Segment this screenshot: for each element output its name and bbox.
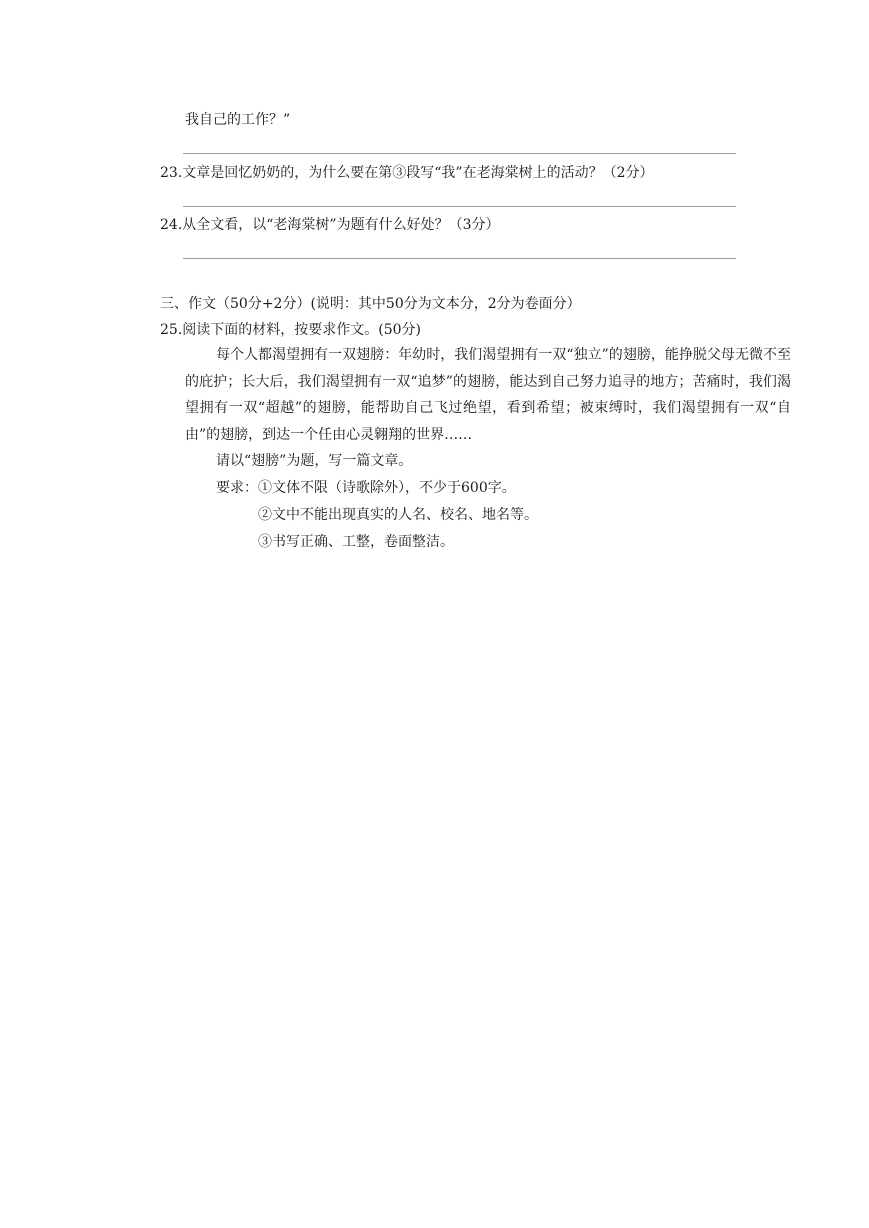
- question-25: 25.阅读下面的材料，按要求作文。(50分): [160, 322, 422, 338]
- answer-line-q24: [183, 258, 736, 259]
- question-24: 24.从全文看，以“老海棠树”为题有什么好处？（3分）: [160, 217, 500, 233]
- question-23: 23.文章是回忆奶奶的，为什么要在第③段写“我”在老海棠树上的活动？（2分）: [160, 165, 654, 181]
- essay-material: 每个人都渴望拥有一双翅膀：年幼时，我们渴望拥有一双“独立”的翅膀，能挣脱父母无微不至的庇护；长大后，我们渴望拥有一双“追梦”的翅膀，能达到自己努力追寻的地方；苦痛时，我们渴望拥有一双“超越”的翅膀，能帮助自己飞过绝望，看到希望；被束缚时，我们渴望拥有一双“自由”的翅膀，到达一个任由心灵翱翔的世界……: [185, 347, 791, 443]
- essay-instruction: 请以“翅膀”为题，写一篇文章。: [216, 453, 413, 469]
- answer-line-q23: [183, 206, 736, 207]
- answer-line-q22: [183, 153, 736, 154]
- requirement-item: ③书写正确、工整，卷面整洁。: [258, 534, 454, 550]
- requirement-label: 要求：: [216, 480, 258, 496]
- q22-answer-tail: 我自己的工作？”: [185, 112, 291, 128]
- requirement-item: ①文体不限（诗歌除外），不少于600字。: [258, 480, 516, 496]
- requirement-item: ②文中不能出现真实的人名、校名、地名等。: [258, 507, 538, 523]
- section-3-heading: 三、作文（50分+2分）(说明：其中50分为文本分，2分为卷面分）: [160, 296, 581, 312]
